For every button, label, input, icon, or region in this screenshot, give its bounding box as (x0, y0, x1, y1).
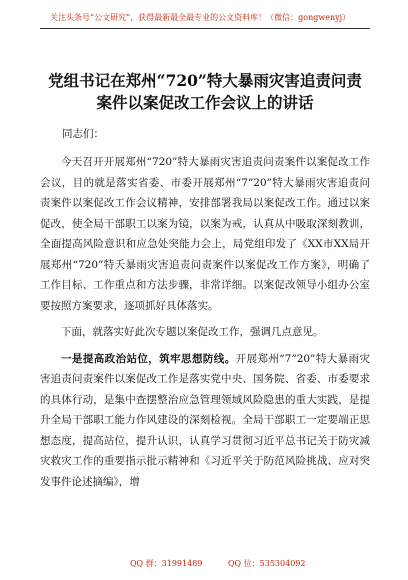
title-line-2: 案件以案促改工作会议上的讲话 (96, 93, 314, 112)
footer-qq-group: QQ 群：31991489 (130, 559, 203, 568)
title-line-1: 党组书记在郑州“720”特大暴雨灾害追责问责 (48, 71, 362, 90)
paragraph-3 (40, 349, 370, 493)
paragraph-2: 下面，就落实好此次专题以案促改工作，强调几点意见。 (61, 326, 324, 338)
paragraph-3-body: 开展郑州“7”20”特大暴雨灾害追责问责案件以案促改工作是落实党中央、国务院、省委、市委要求的具体行动，是集中查摆整治应急管理领域风险隐患的重大实践，是提升全局干部职工能力作风建设的深刻检视。全局干部职工一定要端正思想态度，提高站位，提升认识，认真学习贯彻习近平总书记关于防灾减灾救灾工作的重要指示批示精神和《习近平关于防范风险挑战、应对突发事件论述摘编》，增 (40, 352, 370, 488)
header-divider (40, 28, 370, 29)
salutation: 同志们： (62, 128, 104, 140)
header-banner: 关注头条号“公文研究”，获得最新最全最专业的公文资料库！（微信：gongwenyj） (50, 13, 351, 22)
footer-qq-contact: QQ 位：535304092 (228, 559, 306, 568)
document-title (40, 70, 370, 114)
document-body (40, 70, 370, 498)
paragraph-3-lead: 一是提高政治站位，筑牢思想防线。 (61, 352, 236, 365)
paragraph-1: 今天召开开展郑州“720”特大暴雨灾害追责问责案件以案促改工作会议，目的就是落实省委、市委开展郑州“7”20”特大暴雨灾害追责问责案件以案促改工作会议精神，安排部署我局以案促改工作。通过以案促改，使全局干部职工以案为镜，以案为戒，认真从中吸取深刻教训，全面提高风险意识和应急处突能力会上，局党组印发了《XX市XX局开展郑州“720”特夭暴雨灾害追责问责案件以案促改工作方案》，明确了工作目标、工作重点和方法步骤，非常详细。以案促改领导小组办公室要按照方案要求，逐项抓好具体落实。 (40, 156, 370, 312)
